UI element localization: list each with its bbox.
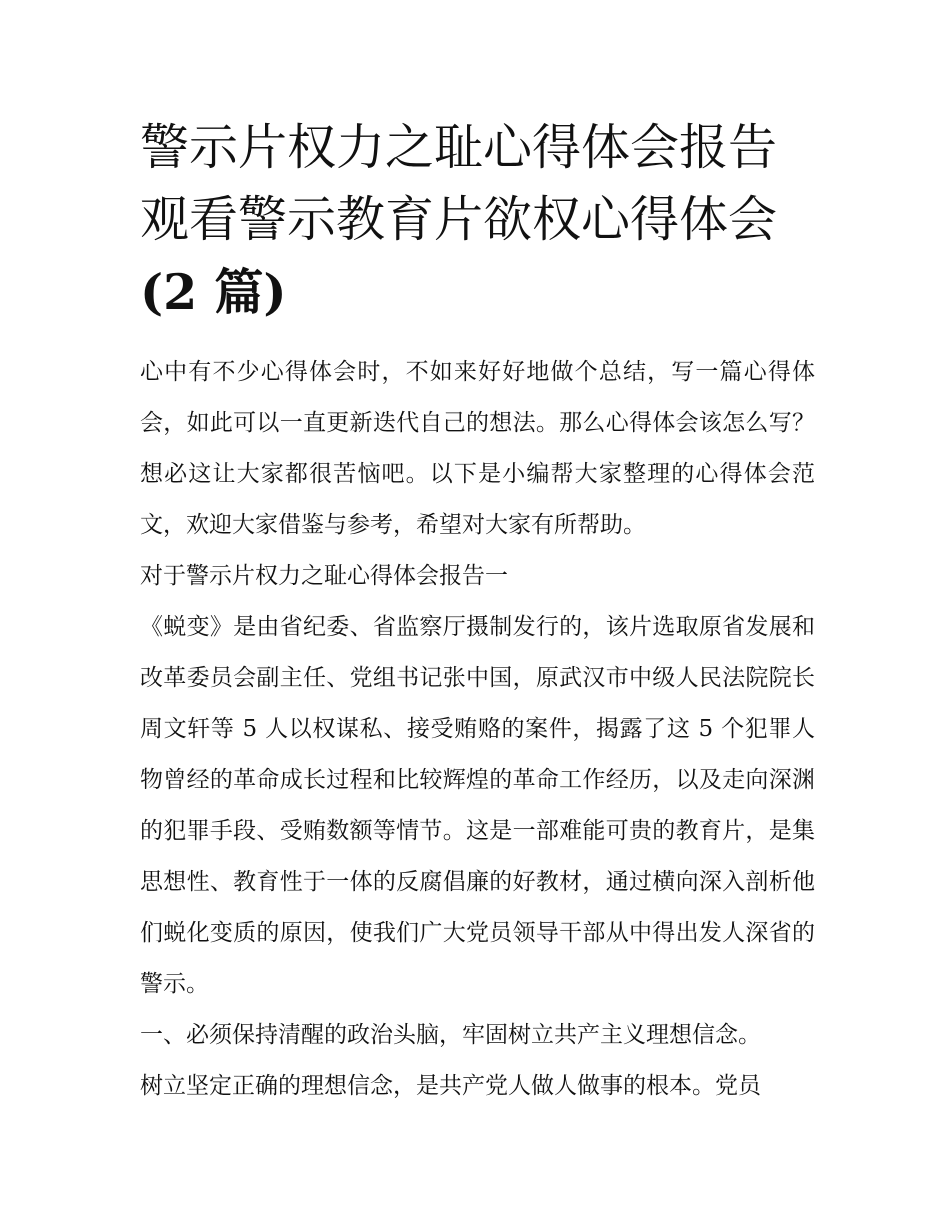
document-body (140, 347, 815, 1112)
title-line-1: 警示片权力之耻心得体会报告 (140, 119, 778, 176)
title-line-2: 观看警示教育片欲权心得体会 (140, 191, 778, 248)
paragraph-film-summary: 《蜕变》是由省纪委、省监察厅摄制发行的，该片选取原省发展和改革委员会副主任、党组书记张中国，原武汉市中级人民法院院长周文轩等 5 人以权谋私、接受贿赂的案件，揭露了这 5 个犯罪人物曾经的革命成长过程和比较辉煌的革命工作经历，以及走向深渊的犯罪手段、受贿数额等情节。这是一部难能可贵的教育片，是集思想性、教育性于一体的反腐倡廉的好教材，通过横向深入剖析他们蜕化变质的原因，使我们广大党员领导干部从中得出发人深省的警示。 (140, 614, 815, 997)
paragraph-intro: 心中有不少心得体会时，不如来好好地做个总结，写一篇心得体会，如此可以一直更新迭代自己的想法。那么心得体会该怎么写？想必这让大家都很苦恼吧。以下是小编帮大家整理的心得体会范文，欢迎大家借鉴与参考，希望对大家有所帮助。 (140, 359, 815, 538)
document-title (140, 112, 815, 329)
paragraph-continuation: 树立坚定正确的理想信念，是共产党人做人做事的根本。党员 (140, 1073, 761, 1099)
title-line-3: (2 篇) (140, 263, 287, 321)
paragraph-section-heading: 对于警示片权力之耻心得体会报告一 (140, 563, 508, 589)
document-page (140, 112, 815, 1112)
paragraph-point-one: 一、必须保持清醒的政治头脑，牢固树立共产主义理想信念。 (140, 1022, 761, 1048)
